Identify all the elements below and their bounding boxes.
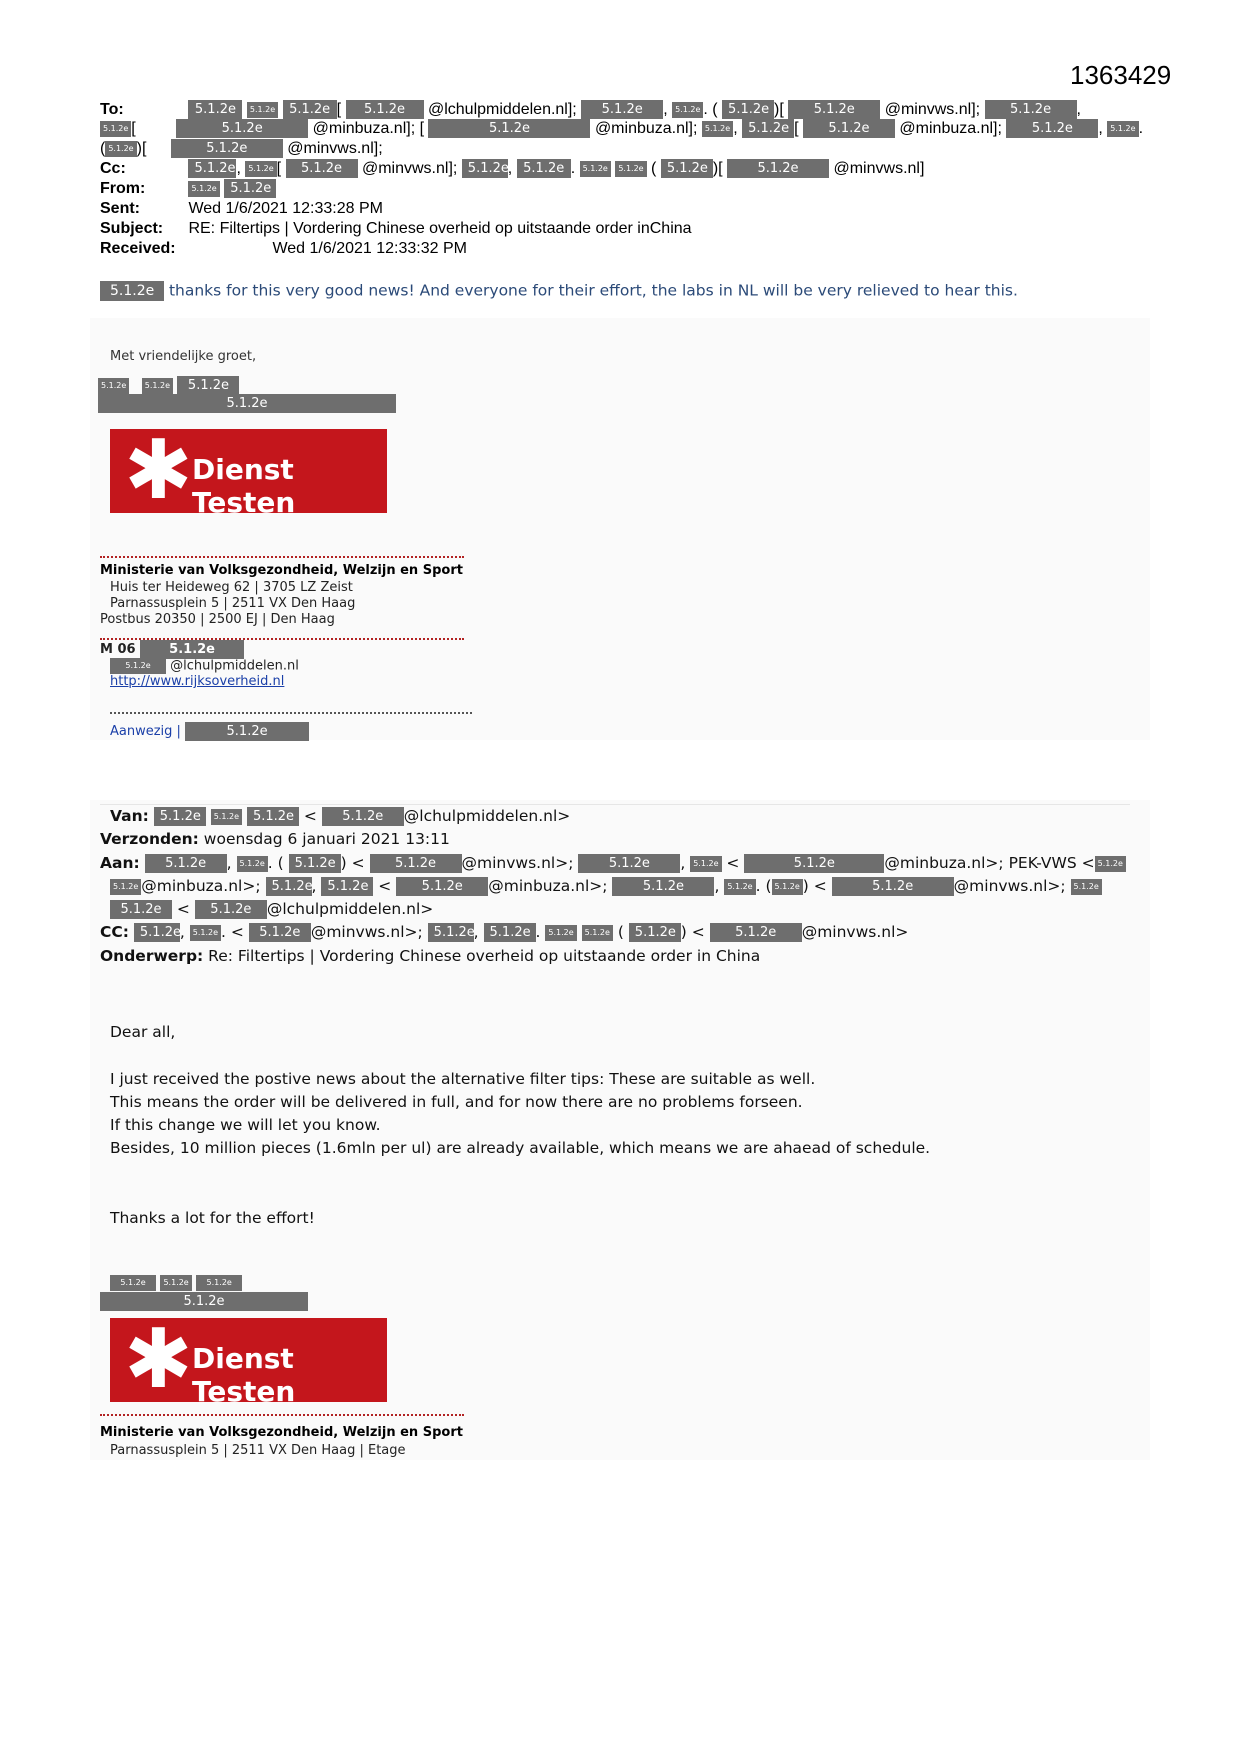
address-line: Parnassusplein 5 | 2511 VX Den Haag | Etage (110, 1443, 406, 1458)
aan-label: Aan: (100, 854, 140, 872)
from-label: From: (100, 180, 146, 197)
ministry-name: Ministerie van Volksgezondheid, Welzijn en Sport (100, 1425, 463, 1440)
email-domain: @minbuza.nl]; (312, 120, 416, 137)
redaction: 5.1.2e (188, 100, 242, 119)
redaction: 5.1.2e (160, 1275, 191, 1291)
divider (100, 556, 464, 558)
redaction: 5.1.2e (484, 923, 536, 942)
redaction: 5.1.2e (154, 807, 206, 826)
redaction: 5.1.2e (134, 923, 180, 942)
redaction: 5.1.2e (286, 159, 358, 178)
onderwerp-value: Re: Filtertips | Vordering Chinese overheid op uitstaande order in China (208, 947, 761, 965)
salutation: Dear all, (110, 1023, 176, 1041)
dienst-testen-logo (110, 423, 387, 519)
redaction: 5.1.2e (722, 100, 774, 119)
sender2-name-redacted (110, 1274, 242, 1292)
email-domain: @minbuza.nl]; (899, 120, 1002, 137)
redaction: 5.1.2e (612, 877, 714, 896)
mobile-line (100, 640, 244, 659)
redaction: 5.1.2e (629, 923, 681, 942)
subject-value: RE: Filtertips | Vordering Chinese overheid op uitstaande order inChina (188, 220, 692, 237)
subject-label: Subject: (100, 220, 164, 237)
redaction: 5.1.2e (1006, 119, 1098, 138)
redaction: 5.1.2e (462, 159, 508, 178)
redaction: 5.1.2e (283, 100, 337, 119)
redaction: 5.1.2e (188, 159, 236, 178)
asterisk-icon: ✱ (124, 1312, 193, 1407)
logo-text: Dienst Testen (192, 453, 296, 519)
availability-line (110, 722, 309, 741)
redaction: 5.1.2e (1071, 879, 1102, 895)
redaction: 5.1.2e (110, 658, 166, 674)
sent-label: Sent: (100, 200, 140, 217)
email-domain: @minvws.nl]; (287, 140, 383, 157)
email-domain: @lchulpmiddelen.nl]; (427, 101, 577, 118)
reply-text: thanks for this very good news! And everyone for their effort, the labs in NL will be very relieved to hear this. (168, 281, 1018, 300)
redaction: 5.1.2e (788, 100, 880, 119)
van-line: Van: 5.1.2e 5.1.2e 5.1.2e < 5.1.2e @lchulpmiddelen.nl> (110, 807, 571, 825)
redaction: 5.1.2e (428, 119, 590, 138)
redaction: 5.1.2e (140, 640, 244, 659)
redaction: 5.1.2e (190, 925, 221, 941)
redaction: 5.1.2e (545, 925, 576, 941)
redaction: 5.1.2e (615, 161, 646, 177)
logo-text: Dienst Testen (192, 1342, 296, 1408)
redaction: 5.1.2e (98, 378, 129, 394)
website-link[interactable]: http://www.rijksoverheid.nl (110, 674, 285, 689)
redaction: 5.1.2e (105, 141, 136, 157)
to-line-2: 5.1.2e [ 5.1.2e @minbuza.nl]; [ 5.1.2e @minbuza.nl]; 5.1.2e , 5.1.2e [ 5.1.2e @minbuza.nl]; 5.1.2e , 5.1.2e . (100, 119, 1143, 139)
subject-line (100, 219, 692, 239)
website-line[interactable] (110, 674, 284, 689)
address-line: Huis ter Heideweg 62 | 3705 LZ Zeist (110, 580, 353, 595)
redaction: 5.1.2e (110, 1275, 156, 1291)
redaction: 5.1.2e (581, 100, 663, 119)
onderwerp-label: Onderwerp: (100, 947, 204, 965)
redaction: 5.1.2e (370, 854, 462, 873)
email-domain: @minvws.nl> (801, 923, 909, 941)
redaction: 5.1.2e (266, 877, 312, 896)
redaction: 5.1.2e (98, 394, 396, 413)
redaction: 5.1.2e (672, 102, 703, 118)
cc-line: Cc: 5.1.2e, 5.1.2e [ 5.1.2e @minvws.nl]; 5.1.2e, 5.1.2e . 5.1.2e 5.1.2e ( 5.1.2e )[ 5.1.2e @minvws.nl] (100, 160, 925, 177)
redaction: 5.1.2e (578, 854, 680, 873)
redaction: 5.1.2e (247, 807, 299, 826)
onderwerp-line (100, 945, 760, 968)
redaction: 5.1.2e (196, 1275, 242, 1291)
redaction: 5.1.2e (245, 161, 276, 177)
redaction: 5.1.2e (322, 807, 404, 826)
received-label: Received: (100, 240, 176, 257)
document-number: 1363429 (1070, 60, 1172, 90)
dienst-testen-logo (110, 1312, 387, 1408)
email-domain: @minvws.nl]; (884, 101, 981, 118)
redaction: 5.1.2e (803, 119, 895, 138)
redaction: 5.1.2e (321, 877, 373, 896)
redaction: 5.1.2e (396, 877, 488, 896)
email-domain: @minvws.nl>; (310, 923, 423, 941)
redaction: 5.1.2e (346, 100, 424, 119)
redaction: 5.1.2e (1095, 856, 1126, 872)
verzonden-line (100, 828, 450, 851)
redaction: 5.1.2e (582, 925, 613, 941)
message-line: If this change we will let you know. (110, 1116, 381, 1134)
redaction: 5.1.2e (428, 923, 474, 942)
redaction: 5.1.2e (110, 900, 172, 919)
redaction: 5.1.2e (832, 877, 954, 896)
email-domain: @minvws.nl>; (461, 854, 574, 872)
redaction: 5.1.2e (710, 923, 802, 942)
cc-label: Cc: (100, 160, 126, 177)
email-domain: @minvws.nl] (833, 160, 925, 177)
divider (100, 1414, 464, 1416)
aanwezig-label: Aanwezig | (110, 724, 181, 739)
email-domain: @minbuza.nl>; (488, 877, 608, 895)
redaction: 5.1.2e (195, 900, 267, 919)
address-line: Parnassusplein 5 | 2511 VX Den Haag (110, 596, 356, 611)
redaction: 5.1.2e (690, 856, 721, 872)
redaction: 5.1.2e (176, 119, 308, 138)
redaction: 5.1.2e (772, 879, 803, 895)
redaction: 5.1.2e (247, 102, 278, 118)
received-value: Wed 1/6/2021 12:33:32 PM (272, 240, 467, 257)
redaction: 5.1.2e (110, 879, 141, 895)
from-line (100, 179, 276, 199)
redaction: 5.1.2e (1107, 121, 1138, 137)
to-line-3: ( 5.1.2e )[ 5.1.2e @minvws.nl]; (100, 140, 383, 157)
sender-name-redacted (98, 376, 239, 395)
email-domain: @lchulpmiddelen.nl> (403, 807, 571, 825)
address-line: Postbus 20350 | 2500 EJ | Den Haag (100, 612, 335, 627)
verzonden-label: Verzonden: (100, 830, 199, 848)
email-line (110, 658, 299, 674)
redaction: 5.1.2e (727, 159, 829, 178)
ministry-name: Ministerie van Volksgezondheid, Welzijn en Sport (100, 563, 463, 578)
email-domain: @lchulpmiddelen.nl (170, 658, 299, 674)
redaction: 5.1.2e (145, 854, 227, 873)
redaction: 5.1.2e (100, 281, 164, 301)
aan-line-3: 5.1.2e < 5.1.2e @lchulpmiddelen.nl> (110, 898, 433, 921)
email-domain: @minbuza.nl>; (141, 877, 261, 895)
redaction: 5.1.2e (100, 1292, 308, 1311)
verzonden-value: woensdag 6 januari 2021 13:11 (203, 830, 450, 848)
asterisk-icon: ✱ (124, 423, 193, 518)
redaction: 5.1.2e (580, 161, 611, 177)
redaction: 5.1.2e (224, 179, 276, 198)
sender-title-redacted (98, 394, 396, 413)
redaction: 5.1.2e (702, 121, 733, 137)
to-label: To: (100, 101, 124, 118)
divider (110, 712, 472, 714)
email-domain: @minbuza.nl>; PEK-VWS (884, 854, 1077, 872)
email-domain: @lchulpmiddelen.nl> (266, 900, 434, 918)
mobile-prefix: M 06 (100, 642, 136, 657)
greeting: Met vriendelijke groet, (110, 349, 257, 364)
redaction: 5.1.2e (185, 722, 309, 741)
reply-line (100, 281, 1018, 301)
email-domain: @minvws.nl]; (361, 160, 458, 177)
received-line (100, 239, 467, 259)
thanks-line: Thanks a lot for the effort! (110, 1209, 315, 1227)
redaction: 5.1.2e (985, 100, 1077, 119)
redaction: 5.1.2e (661, 159, 713, 178)
aan-line-1: Aan: 5.1.2e , 5.1.2e . ( 5.1.2e ) < 5.1.2e @minvws.nl>; 5.1.2e , 5.1.2e < 5.1.2e @minbuza.nl>; PEK-VWS < 5.1.2e (100, 852, 1126, 875)
message-line: This means the order will be delivered in full, and for now there are no problems forseen. (110, 1093, 803, 1111)
redaction: 5.1.2e (724, 879, 755, 895)
sender2-title-redacted (100, 1292, 308, 1311)
redaction: 5.1.2e (744, 854, 884, 873)
redaction: 5.1.2e (171, 139, 283, 158)
redaction: 5.1.2e (211, 809, 242, 825)
cc-line-original: CC: 5.1.2e, 5.1.2e . < 5.1.2e @minvws.nl>; 5.1.2e, 5.1.2e . 5.1.2e 5.1.2e ( 5.1.2e ) < 5.1.2e @minvws.nl> (100, 923, 909, 941)
van-label: Van: (110, 807, 149, 825)
message-line: I just received the postive news about the alternative filter tips: These are suitable as well. (110, 1070, 816, 1088)
redaction: 5.1.2e (177, 376, 239, 395)
message-line: Besides, 10 million pieces (1.6mln per ul) are already available, which means we are ahaead of schedule. (110, 1139, 931, 1157)
cc-label-original: CC: (100, 923, 129, 941)
redaction: 5.1.2e (249, 923, 311, 942)
redaction: 5.1.2e (237, 856, 268, 872)
aan-line-2: 5.1.2e @minbuza.nl>; 5.1.2e, 5.1.2e < 5.1.2e @minbuza.nl>; 5.1.2e , 5.1.2e . ( 5.1.2e ) < 5.1.2e @minvws.nl>; 5.1.2e (110, 875, 1102, 898)
redaction: 5.1.2e (100, 121, 131, 137)
email-domain: @minvws.nl>; (953, 877, 1066, 895)
redaction: 5.1.2e (517, 159, 571, 178)
sent-line (100, 199, 383, 219)
email-domain: @minbuza.nl]; (594, 120, 698, 137)
to-line-1: To: 5.1.2e 5.1.2e 5.1.2e [ 5.1.2e @lchulpmiddelen.nl]; 5.1.2e , 5.1.2e . ( 5.1.2e )[ 5.1.2e @minvws.nl]; 5.1.2e , (100, 101, 1081, 118)
redaction: 5.1.2e (142, 378, 173, 394)
redaction: 5.1.2e (289, 854, 341, 873)
sent-value: Wed 1/6/2021 12:33:28 PM (188, 200, 383, 217)
redaction: 5.1.2e (188, 181, 219, 197)
redaction: 5.1.2e (742, 119, 794, 138)
